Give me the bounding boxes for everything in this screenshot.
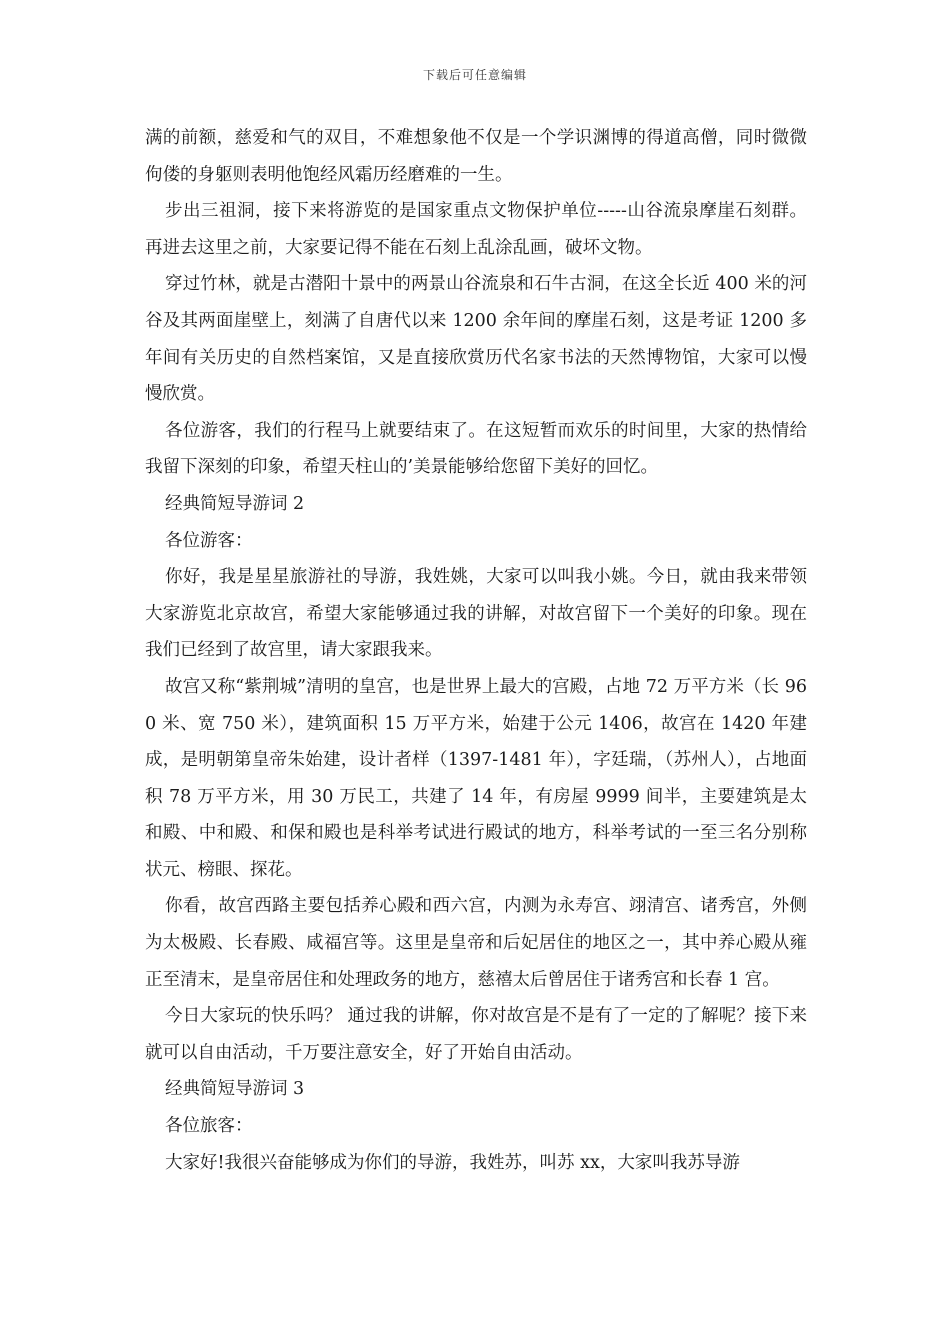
- paragraph-8: 今日大家玩的快乐吗？ 通过我的讲解，你对故宫是不是有了一定的了解呢？接下来就可以自由活动，千万要注意安全，好了开始自由活动。: [145, 1006, 807, 1063]
- paragraph-1: 满的前额，慈爱和气的双目，不难想象他不仅是一个学识渊博的得道高僧，同时微微佝偻的身躯则表明他饱经风霜历经磨难的一生。: [145, 128, 807, 185]
- section-heading-2: 经典简短导游词 2: [165, 493, 305, 514]
- paragraph-6: 故宫又称“紫荆城”清明的皇宫，也是世界上最大的宫殿，占地 72 万平方米（长 960 米、宽 750 米），建筑面积 15 万平方米，始建于公元 1406，故宫在 1420 年建成，是明朝第皇帝朱始建，设计者样（1397-1481 年），字廷瑞，（苏州人），占地面积 78 万平方米，用 30 万民工，共建了 14 年，有房屋 9999 间半，主要建筑是太和殿、中和殿、和保和殿也是科举考试进行殿试的地方，科举考试的一至三名分别称状元、榜眼、探花。: [145, 676, 807, 880]
- paragraph-2: 步出三祖洞，接下来将游览的是国家重点文物保护单位-----山谷流泉摩崖石刻群。再进去这里之前，大家要记得不能在石刻上乱涂乱画，破坏文物。: [145, 201, 807, 258]
- section-heading-3: 经典简短导游词 3: [165, 1079, 305, 1100]
- document-body: [145, 120, 807, 1181]
- paragraph-5: 你好，我是星星旅游社的导游，我姓姚，大家可以叫我小姚。今日，就由我来带领大家游览北京故宫，希望大家能够通过我的讲解，对故宫留下一个美好的印象。现在我们已经到了故宫里，请大家跟我来。: [145, 567, 807, 661]
- page-header: 下载后可任意编辑: [422, 68, 527, 82]
- paragraph-4: 各位游客，我们的行程马上就要结束了。在这短暂而欢乐的时间里，大家的热情给我留下深刻的印象，希望天柱山的’美景能够给您留下美好的回忆。: [145, 420, 807, 478]
- paragraph-3: 穿过竹林，就是古潜阳十景中的两景山谷流泉和石牛古洞，在这全长近 400 米的河谷及其两面崖壁上，刻满了自唐代以来 1200 余年间的摩崖石刻，这是考证 1200 多年间有关历史的自然档案馆，又是直接欣赏历代名家书法的天然博物馆，大家可以慢慢欣赏。: [145, 274, 807, 405]
- greeting-2: 各位游客：: [165, 530, 253, 551]
- greeting-3: 各位旅客：: [165, 1116, 253, 1137]
- paragraph-7: 你看，故宫西路主要包括养心殿和西六宫，内测为永寿宫、翊清宫、诸秀宫，外侧为太极殿、长春殿、咸福宫等。这里是皇帝和后妃居住的地区之一，其中养心殿从雍正至清末，是皇帝居住和处理政务的地方，慈禧太后曾居住于诸秀宫和长春 1 宫。: [145, 896, 807, 990]
- paragraph-9: 大家好!我很兴奋能够成为你们的导游，我姓苏，叫苏 xx，大家叫我苏导游: [165, 1152, 740, 1173]
